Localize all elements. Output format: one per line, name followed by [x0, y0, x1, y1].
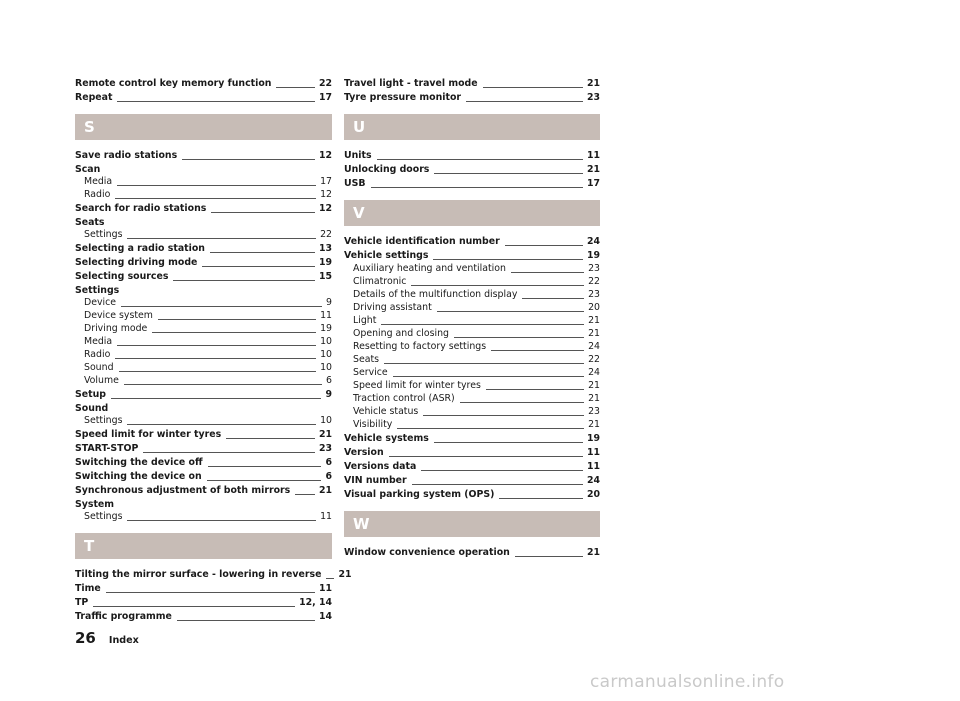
entry-page-number: 6 [326, 375, 332, 387]
leader-line [393, 376, 584, 377]
index-group-heading: Seats [75, 217, 105, 228]
leader-line [158, 319, 316, 320]
leader-line [106, 592, 315, 593]
leader-line [119, 371, 317, 372]
entry-page-number: 21 [588, 380, 600, 392]
leader-line [460, 402, 584, 403]
index-entry[interactable] [75, 582, 332, 596]
index-subentry[interactable] [75, 415, 332, 428]
entry-term: Versions data [344, 461, 417, 473]
leader-line [384, 363, 584, 364]
entry-page-number: 17 [318, 92, 332, 104]
entry-term: Driving assistant [353, 302, 432, 314]
leader-line [127, 520, 316, 521]
entry-page-number: 19 [586, 433, 600, 445]
entry-page-number: 12 [320, 189, 332, 201]
index-group-heading: System [75, 499, 115, 510]
index-subentry[interactable] [75, 323, 332, 336]
index-subentry[interactable] [344, 289, 600, 302]
entry-term: Settings [84, 415, 123, 427]
letter-heading: U [344, 114, 600, 140]
entry-term: Resetting to factory settings [353, 341, 487, 353]
entry-page-number: 21 [588, 393, 600, 405]
entry-page-number: 23 [588, 263, 600, 275]
index-entry[interactable] [75, 149, 332, 163]
entry-term: Radio [84, 349, 111, 361]
entry-page-number: 6 [325, 457, 332, 469]
leader-line [124, 384, 322, 385]
index-subentry[interactable] [75, 362, 332, 375]
entry-term: USB [344, 178, 366, 190]
index-entry[interactable] [75, 470, 332, 484]
leader-line [208, 466, 322, 467]
entry-page-number: 23 [586, 92, 600, 104]
entry-page-number: 19 [320, 323, 332, 335]
entry-page-number: 23 [588, 406, 600, 418]
leader-line [93, 606, 295, 607]
entry-term: Light [353, 315, 377, 327]
leader-line [117, 345, 316, 346]
index-subentry[interactable] [344, 380, 600, 393]
leader-line [491, 350, 584, 351]
index-subentry[interactable] [344, 263, 600, 276]
index-entry[interactable] [75, 270, 332, 284]
letter-heading: S [75, 114, 332, 140]
leader-line [515, 556, 583, 557]
entry-term: Switching the device on [75, 471, 202, 483]
index-entry[interactable] [75, 484, 332, 498]
leader-line [421, 470, 583, 471]
entry-term: Device system [84, 310, 153, 322]
entry-page-number: 10 [320, 349, 332, 361]
entry-term: Driving mode [84, 323, 148, 335]
entry-page-number: 19 [318, 257, 332, 269]
index-group-heading: Sound [75, 403, 109, 414]
entry-page-number: 11 [320, 511, 332, 523]
index-entry[interactable] [75, 91, 332, 105]
entry-term: Tyre pressure monitor [344, 92, 462, 104]
index-entry[interactable] [75, 568, 352, 582]
index-entry[interactable] [344, 249, 600, 263]
index-subentry[interactable] [75, 336, 332, 349]
entry-page-number: 15 [318, 271, 332, 283]
leader-line [522, 298, 584, 299]
index-entry[interactable] [344, 488, 600, 502]
leader-line [381, 324, 584, 325]
entry-page-number: 21 [588, 328, 600, 340]
entry-page-number: 22 [318, 78, 332, 90]
entry-term: Traction control (ASR) [353, 393, 455, 405]
entry-page-number: 12 [318, 150, 332, 162]
entry-page-number: 11 [586, 447, 600, 459]
entry-page-number: 22 [588, 276, 600, 288]
letter-heading: W [344, 511, 600, 537]
leader-line [211, 212, 315, 213]
index-subentry[interactable] [75, 375, 332, 388]
entry-page-number: 24 [586, 475, 600, 487]
index-subentry[interactable] [344, 276, 600, 289]
entry-term: Vehicle status [353, 406, 419, 418]
entry-term: Units [344, 150, 372, 162]
entry-term: TP [75, 597, 89, 609]
entry-term: Media [84, 336, 113, 348]
entry-page-number: 17 [586, 178, 600, 190]
entry-term: Settings [84, 511, 123, 523]
leader-line [210, 252, 315, 253]
leader-line [483, 87, 583, 88]
index-column-right [344, 77, 600, 560]
index-subentry[interactable] [75, 310, 332, 323]
entry-page-number: 21 [588, 315, 600, 327]
entry-page-number: 17 [320, 176, 332, 188]
leader-line [486, 389, 584, 390]
index-subentry[interactable] [75, 349, 332, 362]
index-entry[interactable] [344, 546, 600, 560]
leader-line [115, 358, 316, 359]
entry-page-number: 12, 14 [299, 597, 332, 609]
entry-term: Media [84, 176, 113, 188]
index-entry[interactable] [344, 235, 600, 249]
entry-term: Time [75, 583, 101, 595]
entry-term: Save radio stations [75, 150, 178, 162]
entry-term: Speed limit for winter tyres [75, 429, 222, 441]
entry-term: Speed limit for winter tyres [353, 380, 481, 392]
index-subentry[interactable] [75, 511, 332, 524]
entry-page-number: 21 [586, 547, 600, 559]
index-entry[interactable] [75, 610, 332, 624]
leader-line [423, 415, 584, 416]
index-entry[interactable] [344, 474, 600, 488]
index-subentry[interactable] [75, 176, 332, 189]
entry-page-number: 21 [318, 429, 332, 441]
index-entry[interactable] [75, 596, 332, 610]
leader-line [511, 272, 584, 273]
leader-line [226, 438, 315, 439]
entry-term: Selecting sources [75, 271, 169, 283]
entry-page-number: 21 [586, 164, 600, 176]
leader-line [397, 428, 584, 429]
leader-line [182, 159, 315, 160]
entry-term: Seats [353, 354, 380, 366]
leader-line [377, 159, 583, 160]
leader-line [326, 578, 334, 579]
index-entry[interactable] [344, 460, 600, 474]
watermark: carmanualsonline.info [590, 672, 785, 692]
section-label: Index [108, 635, 139, 646]
entry-term: Travel light - travel mode [344, 78, 478, 90]
entry-term: Service [353, 367, 388, 379]
entry-term: Switching the device off [75, 457, 203, 469]
leader-line [173, 280, 315, 281]
entry-term: VIN number [344, 475, 407, 487]
index-entry[interactable] [75, 388, 332, 402]
index-subentry[interactable] [344, 315, 600, 328]
leader-line [499, 498, 583, 499]
leader-line [295, 494, 315, 495]
entry-page-number: 9 [325, 389, 332, 401]
entry-page-number: 11 [320, 310, 332, 322]
leader-line [411, 285, 584, 286]
index-subentry[interactable] [344, 354, 600, 367]
index-subentry[interactable] [344, 419, 600, 432]
entry-term: Setup [75, 389, 106, 401]
leader-line [434, 173, 583, 174]
entry-page-number: 11 [586, 461, 600, 473]
index-entry[interactable] [344, 177, 600, 191]
index-subentry[interactable] [344, 328, 600, 341]
entry-term: Unlocking doors [344, 164, 430, 176]
leader-line [127, 424, 316, 425]
index-entry[interactable] [75, 202, 332, 216]
index-group-heading: Scan [75, 164, 101, 175]
index-entry[interactable] [344, 432, 600, 446]
entry-page-number: 10 [320, 336, 332, 348]
leader-line [437, 311, 584, 312]
index-entry[interactable] [75, 242, 332, 256]
index-subentry[interactable] [344, 341, 600, 354]
leader-line [412, 484, 583, 485]
index-entry[interactable] [75, 456, 332, 470]
entry-term: Details of the multifunction display [353, 289, 518, 301]
leader-line [152, 332, 316, 333]
index-entry[interactable] [75, 256, 332, 270]
leader-line [177, 620, 315, 621]
leader-line [466, 101, 583, 102]
index-entry[interactable] [344, 446, 600, 460]
index-subentry[interactable] [75, 229, 332, 242]
letter-heading: T [75, 533, 332, 559]
leader-line [505, 245, 583, 246]
entry-term: Volume [84, 375, 119, 387]
entry-term: Climatronic [353, 276, 407, 288]
entry-term: Device [84, 297, 117, 309]
leader-line [434, 442, 583, 443]
leader-line [115, 198, 316, 199]
leader-line [143, 452, 315, 453]
entry-term: Visual parking system (OPS) [344, 489, 495, 501]
index-subentry[interactable] [75, 297, 332, 310]
entry-page-number: 24 [588, 341, 600, 353]
entry-page-number: 22 [320, 229, 332, 241]
leader-line [371, 187, 583, 188]
entry-page-number: 21 [338, 569, 352, 581]
entry-page-number: 22 [588, 354, 600, 366]
entry-page-number: 21 [318, 485, 332, 497]
entry-page-number: 23 [588, 289, 600, 301]
page-number: 26 [75, 629, 96, 647]
leader-line [207, 480, 322, 481]
entry-page-number: 23 [318, 443, 332, 455]
entry-term: Selecting driving mode [75, 257, 198, 269]
entry-term: Vehicle identification number [344, 236, 500, 248]
entry-page-number: 21 [588, 419, 600, 431]
index-entry[interactable] [344, 91, 600, 105]
index-entry[interactable] [75, 442, 332, 456]
entry-page-number: 10 [320, 415, 332, 427]
index-entry[interactable] [75, 428, 332, 442]
leader-line [121, 306, 322, 307]
index-entry[interactable] [344, 149, 600, 163]
entry-term: Window convenience operation [344, 547, 510, 559]
entry-page-number: 12 [318, 203, 332, 215]
entry-page-number: 6 [325, 471, 332, 483]
entry-page-number: 24 [586, 236, 600, 248]
entry-page-number: 9 [326, 297, 332, 309]
index-subentry[interactable] [344, 393, 600, 406]
entry-page-number: 11 [318, 583, 332, 595]
entry-term: Synchronous adjustment of both mirrors [75, 485, 291, 497]
leader-line [276, 87, 315, 88]
entry-page-number: 10 [320, 362, 332, 374]
entry-page-number: 19 [586, 250, 600, 262]
entry-term: Sound [84, 362, 114, 374]
entry-page-number: 11 [586, 150, 600, 162]
leader-line [433, 259, 582, 260]
leader-line [111, 398, 321, 399]
entry-page-number: 20 [586, 489, 600, 501]
index-subentry[interactable] [344, 406, 600, 419]
entry-term: Version [344, 447, 384, 459]
index-subentry[interactable] [344, 302, 600, 315]
index-column-left [75, 77, 352, 624]
entry-page-number: 14 [318, 611, 332, 623]
entry-term: Selecting a radio station [75, 243, 205, 255]
index-group-heading: Settings [75, 285, 120, 296]
leader-line [454, 337, 584, 338]
entry-term: Visibility [353, 419, 393, 431]
entry-term: Settings [84, 229, 123, 241]
entry-page-number: 21 [586, 78, 600, 90]
leader-line [117, 185, 316, 186]
entry-page-number: 24 [588, 367, 600, 379]
page-footer [75, 629, 139, 647]
letter-heading: V [344, 200, 600, 226]
entry-term: Tilting the mirror surface - lowering in reverse [75, 569, 322, 581]
entry-term: Traffic programme [75, 611, 172, 623]
leader-line [389, 456, 583, 457]
index-entry[interactable] [344, 163, 600, 177]
index-entry[interactable] [344, 77, 600, 91]
entry-page-number: 20 [588, 302, 600, 314]
entry-term: Search for radio stations [75, 203, 207, 215]
entry-term: Vehicle systems [344, 433, 429, 445]
index-subentry[interactable] [344, 367, 600, 380]
entry-term: START-STOP [75, 443, 139, 455]
entry-term: Opening and closing [353, 328, 450, 340]
entry-term: Remote control key memory function [75, 78, 272, 90]
index-entry[interactable] [75, 77, 332, 91]
entry-term: Radio [84, 189, 111, 201]
entry-term: Vehicle settings [344, 250, 429, 262]
entry-term: Repeat [75, 92, 113, 104]
entry-page-number: 13 [318, 243, 332, 255]
leader-line [202, 266, 315, 267]
leader-line [127, 238, 316, 239]
index-subentry[interactable] [75, 189, 332, 202]
entry-term: Auxiliary heating and ventilation [353, 263, 506, 275]
leader-line [117, 101, 314, 102]
